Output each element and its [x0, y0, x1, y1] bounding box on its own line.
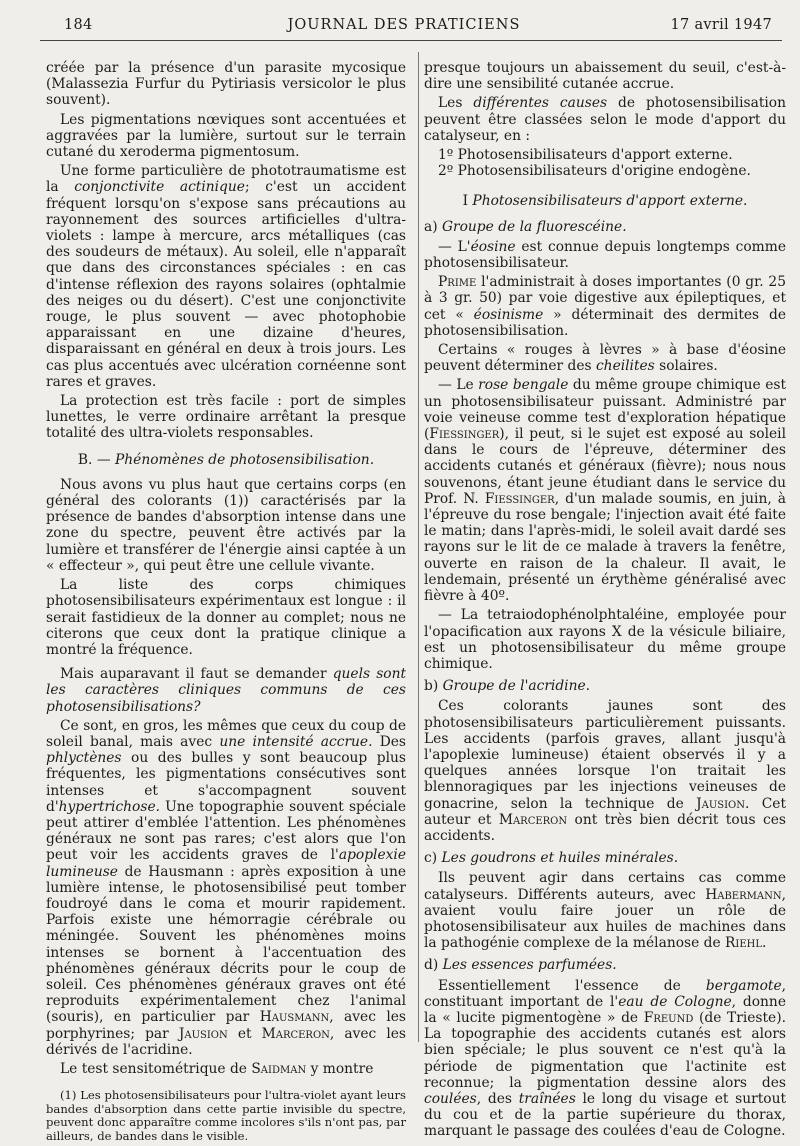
header-rule — [40, 40, 782, 41]
paragraph: Une forme particulière de phototraumatisme est la conjonctivite actinique; c'est un accident fréquent lorsqu'on s'expose sans précautions au rayonnement des sources artificielles d'ultra-violets : lampe à mercure, arcs métalliques (cas des soudeurs de métaux). Au soleil, elle n'apparaît que dans des circonstances spéciales : en cas d'intense réflexion des rayons solaires (ophtalmie des neiges ou du désert). C'est une conjonctivite rouge, le plus souvent — avec photophobie apparaissant en une dizaine d'heures, disparaissant en général en deux à trois jours. Les cas plus accentués avec ulcération cornéenne sont rares et graves. — [46, 163, 406, 390]
paragraph: — Le rose bengale du même groupe chimique est un photosensibilisateur puissant. Administré par voie veineuse comme test d'exploration hépatique (Fiessinger), il peut, si le sujet est exposé au soleil dans le cours de l'épreuve, déterminer des accidents cutanés et généraux (fièvre); nous nous souvenons, étant jeune étudiant dans le service du Prof. N. Fiessinger, d'un malade soumis, en juin, à l'épreuve du rose bengale; l'injection avait été faite le matin; dans l'après-midi, le soleil avait dardé ses rayons sur le lit de ce malade à travers la fenêtre, ouverte en raison de la chaleur. Il avait, le lendemain, présenté un érythème généralisé avec fièvre à 40º. — [424, 377, 786, 605]
paragraph: La liste des corps chimiques photosensibilisateurs expérimentaux est longue : il serait fastidieux de la donner au complet; nous ne citerons que ceux dont la pratique clinique a montré la fréquence. — [46, 577, 406, 658]
column-divider — [418, 52, 419, 1042]
paragraph: Essentiellement l'essence de bergamote, constituant important de l'eau de Cologne, donne la « lucite pigmentogène » de Freund (de Trieste). La topographie des accidents cutanés est alors bien spéciale; le plus souvent ce n'est qu'à la période de pigmentation que l'actinite est reconnue; la pigmentation dessine alors des coulées, des traînées le long du visage et surtout du cou et de la partie supérieure du thorax, marquant le passage des coulées d'eau de Cologne. — [424, 977, 787, 1140]
journal-title: JOURNAL DES PRATICIENS — [287, 17, 521, 33]
paragraph: créée par la présence d'un parasite mycosique (Malassezia Furfur du Pytiriasis versicolor le plus souvent). — [46, 60, 406, 109]
subsection-heading: d) Les essences parfumées. — [424, 957, 617, 974]
list-item: 1º Photosensibilisateurs d'apport externe. — [438, 147, 733, 164]
paragraph: presque toujours un abaissement du seuil, c'est-à-dire une sensibilité cutanée accrue. — [424, 60, 786, 93]
right-column — [424, 60, 786, 1143]
paragraph: Ils peuvent agir dans certains cas comme catalyseurs. Différents auteurs, avec Habermann, avaient voulu faire jouer un rôle de photosensibilisateur aux huiles de machines dans la pathogénie complexe de la mélanose de Riehl. — [424, 870, 786, 952]
left-column — [46, 60, 406, 1146]
paragraph: Le test sensitométrique de Saidman y montre — [60, 1060, 374, 1077]
paragraph: — La tetraiodophénolphtaléine, employée pour l'opacification aux rayons X de la vésicule biliaire, est un photosensibilisateur du même groupe chimique. — [424, 607, 786, 672]
paragraph: — L'éosine est connue depuis longtemps comme photosensibilisateur. — [424, 238, 786, 272]
subsection-heading: c) Les goudrons et huiles minérales. — [424, 850, 679, 867]
footnote: (1) Les photosensibilisateurs pour l'ultra-violet ayant leurs bandes d'absorption dans cette partie invisible du spectre, peuvent donc apparaître comme incolores s'ils n'ont pas, par ailleurs, de bandes dans le visible. — [46, 1088, 406, 1143]
subsection-heading: b) Groupe de l'acridine. — [424, 678, 591, 695]
paragraph: Les différentes causes de photosensibilisation peuvent être classées selon le mode d'apport du catalyseur, en : — [424, 95, 787, 144]
paragraph: Certains « rouges à lèvres » à base d'éosine peuvent déterminer des cheilites solaires. — [424, 342, 786, 375]
page-number: 184 — [64, 17, 93, 33]
paragraph: Les pigmentations nœviques sont accentuées et aggravées par la lumière, surtout sur le terrain cutané du xeroderma pigmentosum. — [46, 111, 406, 161]
list-item: 2º Photosensibilisateurs d'origine endogène. — [438, 163, 751, 180]
paragraph: La protection est très facile : port de simples lunettes, le verre ordinaire arrêtant la presque totalité des ultra-violets responsables. — [46, 393, 406, 442]
paragraph: Ces colorants jaunes sont des photosensibilisateurs particulièrement puissants. Les accidents (parfois graves, allant jusqu'à l'apoplexie lumineuse) étaient observés il y a quelques années lorsque l'on traitait les blennoragiques par les injections veineuses de gonacrine, selon la technique de Jausion. Cet auteur et Marceron ont très bien décrit tous ces accidents. — [424, 698, 786, 844]
section-heading: I Photosensibilisateurs d'apport externe. — [462, 193, 748, 210]
subsection-heading: a) Groupe de la fluorescéine. — [424, 218, 627, 235]
paragraph: Mais auparavant il faut se demander quels sont les caractères cliniques communs de ces photosensibilisations? — [46, 666, 407, 715]
section-heading: B. — Phénomènes de photosensibilisation. — [77, 451, 375, 468]
page-header — [36, 17, 772, 39]
paragraph: Prime l'administrait à doses importantes (0 gr. 25 à 3 gr. 50) par voie digestive aux épileptiques, et cet « éosinisme » déterminait des dermites de photosensibilisation. — [424, 274, 786, 339]
issue-date: 17 avril 1947 — [670, 17, 772, 33]
paragraph: Ce sont, en gros, les mêmes que ceux du coup de soleil banal, mais avec une intensité accrue. Des phlyctènes ou des bulles y sont beaucoup plus fréquentes, les pigmentations consécutives sont intenses et s'accompagnent souvent d'hypertrichose. Une topographie souvent spéciale peut attirer d'emblée l'attention. Les phénomènes généraux ne sont pas rares; c'est alors que l'on peut voir les accidents graves de l'apoplexie lumineuse de Hausmann : après exposition à une lumière intense, le photosensibilisé peut tomber foudroyé dans le coma et mourir rapidement. Parfois existe une hémorragie cérébrale ou méningée. Souvent les phénomènes moins intenses se bornent à l'accentuation des phénomènes généraux décrits pour le coup de soleil. Ces phénomènes généraux graves ont été reproduits expérimentalement chez l'animal (souris), en particulier par Hausmann, avec les porphyrines; par Jausion et Marceron, avec les dérivés de l'acridine. — [46, 717, 407, 1058]
paragraph: Nous avons vu plus haut que certains corps (en général des colorants (1)) caractérisés par la présence de bandes d'absorption intense dans une zone du spectre, peuvent être activés par la lumière et transférer de l'énergie ainsi captée à un « effecteur », qui peut être une cellule vivante. — [46, 476, 406, 574]
